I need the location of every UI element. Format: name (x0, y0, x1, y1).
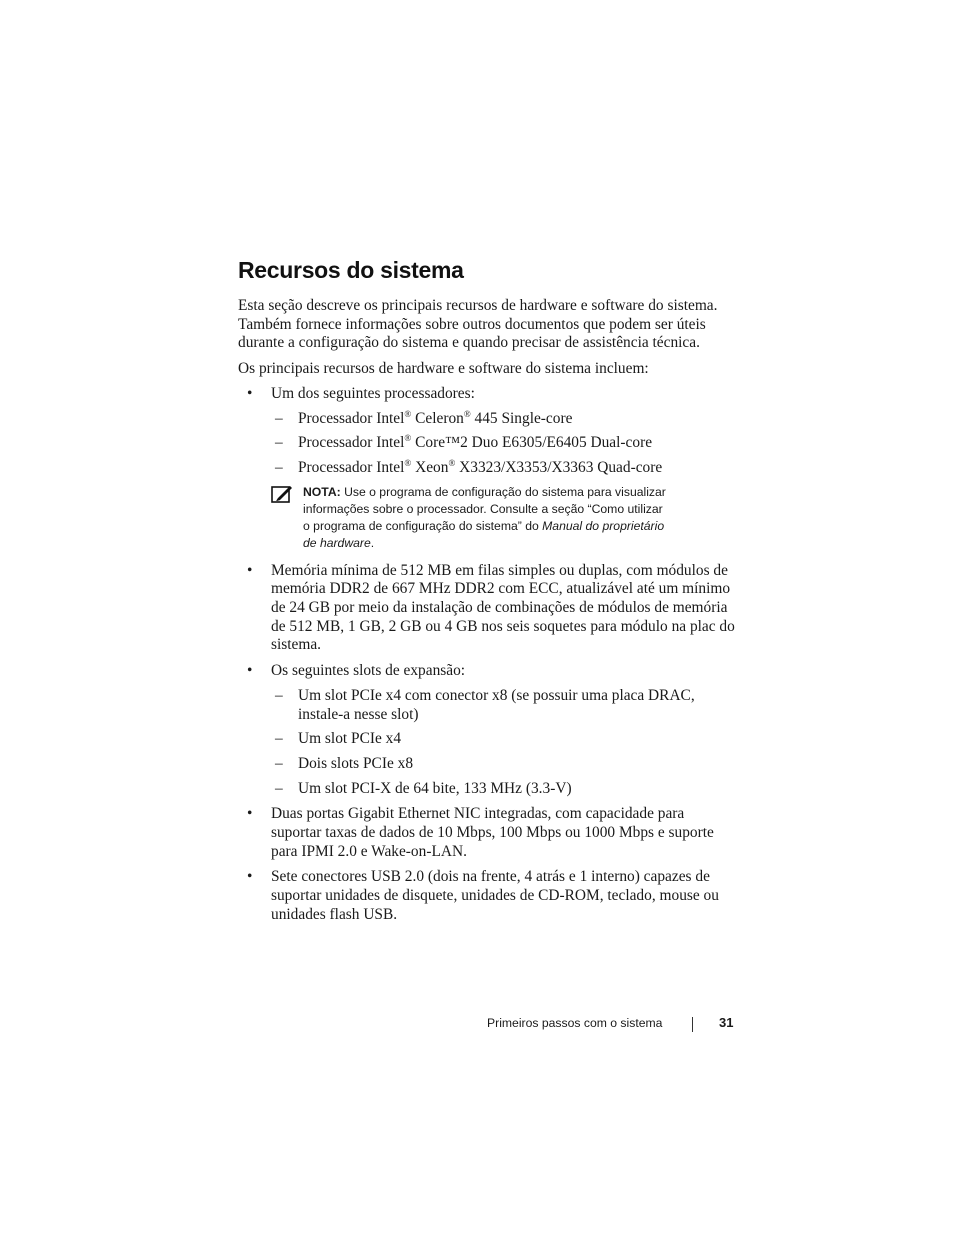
bullet-marker: • (247, 805, 253, 823)
list-item-nic (238, 805, 738, 861)
list-item-label: Um dos seguintes processadores: (271, 384, 475, 402)
list-item-text: Duas portas Gigabit Ethernet NIC integradas, com capacidade para suportar taxas de dados de 10 Mbps, 100 Mbps ou 1000 Mbps e suporte para IPMI 2.0 e Wake-on-LAN. (271, 805, 714, 860)
registered-mark: ® (448, 457, 456, 468)
registered-mark: ® (404, 457, 412, 468)
manual-title: Manual do proprietário de hardware (303, 518, 665, 550)
slot-text: Um slot PCIe x4 (298, 730, 402, 748)
bullet-marker: • (247, 384, 253, 402)
processor-text: Processador Intel (298, 409, 405, 427)
processor-text: X3323/X3353/X3363 Quad-core (455, 458, 663, 476)
dash-marker: – (275, 779, 283, 797)
list-item-slots (238, 662, 738, 681)
processor-text: Xeon (411, 458, 449, 476)
list-item-processors (238, 385, 738, 404)
bullet-marker: • (247, 868, 253, 886)
note-text: Use o programa de configuração do sistema para visualizar informações sobre o processador. Consulte a seção “Como utilizar o programa de configuração do sistema” do (303, 484, 666, 533)
note-end: . (370, 535, 375, 550)
registered-mark: ® (404, 433, 412, 444)
dash-marker: – (275, 434, 283, 452)
processor-text: Core™2 Duo E6305/E6405 Dual-core (411, 434, 653, 452)
dash-marker: – (275, 686, 283, 704)
list-item-text: Memória mínima de 512 MB em filas simples ou duplas, com módulos de memória DDR2 de 667 MHz DDR2 com ECC, atualizável até um mínimo de 24 GB por meio da instalação de combinações de módulos de memória de 512 MB, 1 GB, 2 GB ou 4 GB nos seis soquetes para módulo na plac do sistema. (271, 561, 735, 654)
intro-paragraph: Esta seção descreve os principais recursos de hardware e software do sistema. Também fornece informações sobre outros documentos que podem ser úteis durante a configuração do sistema e quando precisar de assistência técnica. (238, 297, 718, 352)
registered-mark: ® (404, 408, 412, 419)
sub-item-slot (238, 780, 738, 799)
sub-item-processor (238, 410, 738, 429)
slot-text: Um slot PCIe x4 com conector x8 (se possuir uma placa DRAC, instale-a nesse slot) (298, 686, 695, 723)
slot-text: Dois slots PCIe x8 (298, 754, 414, 772)
processor-text: Celeron (411, 409, 464, 427)
note-label: NOTA: (303, 484, 341, 499)
sub-item-slot (238, 730, 738, 749)
note-pencil-icon (271, 485, 293, 503)
dash-marker: – (275, 754, 283, 772)
section-heading: Recursos do sistema (238, 257, 464, 283)
list-item-usb (238, 868, 726, 924)
dash-marker: – (275, 409, 283, 427)
page-number: 31 (719, 1015, 734, 1030)
list-item-text: Sete conectores USB 2.0 (dois na frente, 4 atrás e 1 interno) capazes de suportar unidades de disquete, unidades de CD-ROM, teclado, mouse ou unidades flash USB. (271, 868, 719, 923)
slot-text: Um slot PCI-X de 64 bite, 133 MHz (3.3-V) (298, 779, 572, 797)
dash-marker: – (275, 458, 283, 476)
dash-marker: – (275, 730, 283, 748)
footer-divider (692, 1017, 693, 1032)
sub-item-processor (238, 459, 738, 478)
footer-section-title: Primeiros passos com o sistema (487, 1016, 663, 1030)
processor-text: 445 Single-core (470, 409, 573, 427)
registered-mark: ® (463, 408, 471, 419)
sub-item-slot (238, 687, 710, 724)
intro-paragraph-2: Os principais recursos de hardware e software do sistema incluem: (238, 360, 649, 378)
bullet-marker: • (247, 561, 253, 579)
list-item-memory (238, 562, 738, 656)
processor-text: Processador Intel (298, 434, 405, 452)
processor-text: Processador Intel (298, 458, 405, 476)
list-item-label: Os seguintes slots de expansão: (271, 662, 466, 680)
page-content (238, 257, 738, 931)
sub-item-slot (238, 755, 738, 774)
sub-item-processor (238, 434, 738, 453)
bullet-marker: • (247, 662, 253, 680)
note-box (238, 484, 738, 552)
